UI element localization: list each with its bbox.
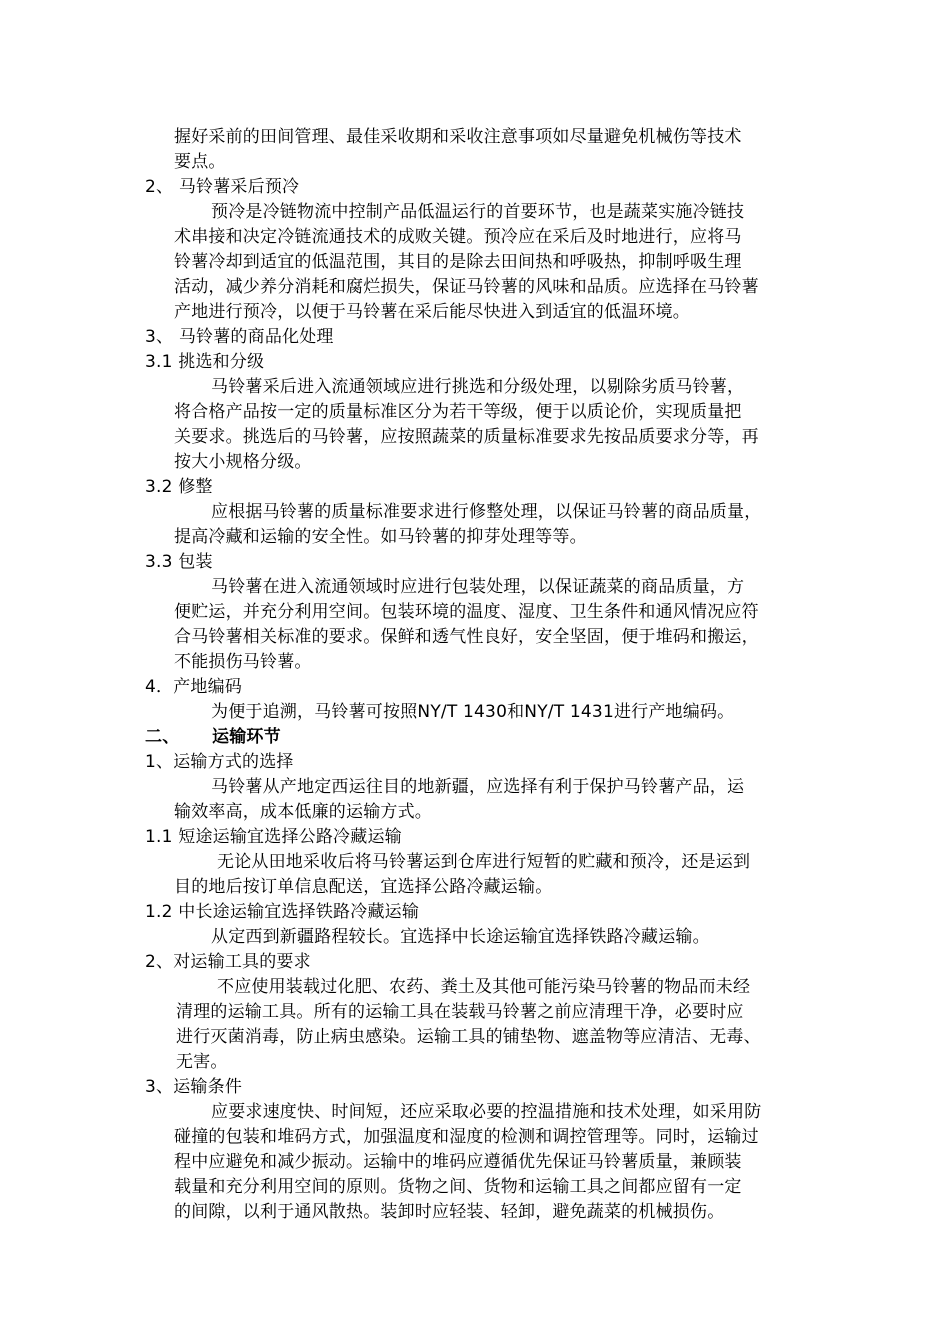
subsection-heading: 3.3 包装: [145, 552, 213, 572]
body-text-line: 应根据马铃薯的质量标准要求进行修整处理，以保证马铃薯的商品质量，: [211, 502, 762, 522]
body-text-line: 应要求速度快、时间短，还应采取必要的控温措施和技术处理，如采用防: [211, 1102, 762, 1122]
body-text-line: 将合格产品按一定的质量标准区分为若干等级，便于以质论价，实现质量把: [174, 402, 742, 422]
body-text-line: 合马铃薯相关标准的要求。保鲜和透气性良好，安全坚固，便于堆码和搬运，: [174, 627, 759, 647]
body-text-line: 预冷是冷链物流中控制产品低温运行的首要环节，也是蔬菜实施冷链技: [211, 202, 745, 222]
body-text-line: 的间隙，以利于通风散热。装卸时应轻装、轻卸，避免蔬菜的机械损伤。: [174, 1202, 725, 1222]
body-text-line: 铃薯冷却到适宜的低温范围，其目的是除去田间热和呼吸热，抑制呼吸生理: [174, 252, 742, 272]
body-text-line: 要点。: [174, 152, 226, 172]
section-heading: 4．产地编码: [145, 677, 243, 697]
body-text-line: 无害。: [176, 1052, 228, 1072]
body-text-line: 握好采前的田间管理、最佳采收期和采收注意事项如尽量避免机械伤等技术: [174, 127, 742, 147]
subsection-heading: 3.1 挑选和分级: [145, 352, 265, 372]
body-text-line: 从定西到新疆路程较长。宜选择中长途运输宜选择铁路冷藏运输。: [211, 927, 710, 947]
body-text-line: 马铃薯采后进入流通领域应进行挑选和分级处理，以剔除劣质马铃薯，: [211, 377, 745, 397]
subsection-heading: 1.2 中长途运输宜选择铁路冷藏运输: [145, 902, 420, 922]
section-heading: 2、对运输工具的要求: [145, 952, 311, 972]
body-text-line: 不能损伤马铃薯。: [174, 652, 312, 672]
body-text-line: 清理的运输工具。所有的运输工具在装载马铃薯之前应清理干净，必要时应: [176, 1002, 744, 1022]
body-text-line: 提高冷藏和运输的安全性。如马铃薯的抑芽处理等等。: [174, 527, 587, 547]
body-text-line: 活动，减少养分消耗和腐烂损失，保证马铃薯的风味和品质。应选择在马铃薯: [174, 277, 759, 297]
body-text-line: 载量和充分利用空间的原则。货物之间、货物和运输工具之间都应留有一定: [174, 1177, 742, 1197]
body-text-line: 术串接和决定冷链流通技术的成败关键。预冷应在采后及时地进行，应将马: [174, 227, 742, 247]
body-text-line: 马铃薯从产地定西运往目的地新疆，应选择有利于保护马铃薯产品，运: [211, 777, 745, 797]
body-text-line: 无论从田地采收后将马铃薯运到仓库进行短暂的贮藏和预冷，还是运到: [217, 852, 751, 872]
section-heading: 3、运输条件: [145, 1077, 243, 1097]
body-text-line: 关要求。挑选后的马铃薯，应按照蔬菜的质量标准要求先按品质要求分等，再: [174, 427, 759, 447]
body-text-line: 目的地后按订单信息配送，宜选择公路冷藏运输。: [174, 877, 553, 897]
body-text-line: 便贮运，并充分利用空间。包装环境的温度、湿度、卫生条件和通风情况应符: [174, 602, 759, 622]
body-text-line: 为便于追溯，马铃薯可按照NY/T 1430和NY/T 1431进行产地编码。: [211, 702, 735, 722]
body-text-line: 不应使用装载过化肥、农药、粪土及其他可能污染马铃薯的物品而未经: [217, 977, 751, 997]
section-heading: 2、 马铃薯采后预冷: [145, 177, 300, 197]
body-text-line: 程中应避免和减少振动。运输中的堆码应遵循优先保证马铃薯质量，兼顾装: [174, 1152, 742, 1172]
section-heading: 3、 马铃薯的商品化处理: [145, 327, 334, 347]
body-text-line: 输效率高，成本低廉的运输方式。: [174, 802, 432, 822]
body-text-line: 马铃薯在进入流通领域时应进行包装处理，以保证蔬菜的商品质量，方: [211, 577, 745, 597]
subsection-heading: 3.2 修整: [145, 477, 213, 497]
chapter-number: 二、: [145, 727, 180, 747]
body-text-line: 按大小规格分级。: [174, 452, 312, 472]
section-heading: 1、运输方式的选择: [145, 752, 294, 772]
subsection-heading: 1.1 短途运输宜选择公路冷藏运输: [145, 827, 402, 847]
chapter-title: 运输环节: [212, 727, 281, 747]
body-text-line: 产地进行预冷，以便于马铃薯在采后能尽快进入到适宜的低温环境。: [174, 302, 690, 322]
body-text-line: 进行灭菌消毒，防止病虫感染。运输工具的铺垫物、遮盖物等应清洁、无毒、: [176, 1027, 761, 1047]
body-text-line: 碰撞的包装和堆码方式，加强温度和湿度的检测和调控管理等。同时，运输过: [174, 1127, 759, 1147]
